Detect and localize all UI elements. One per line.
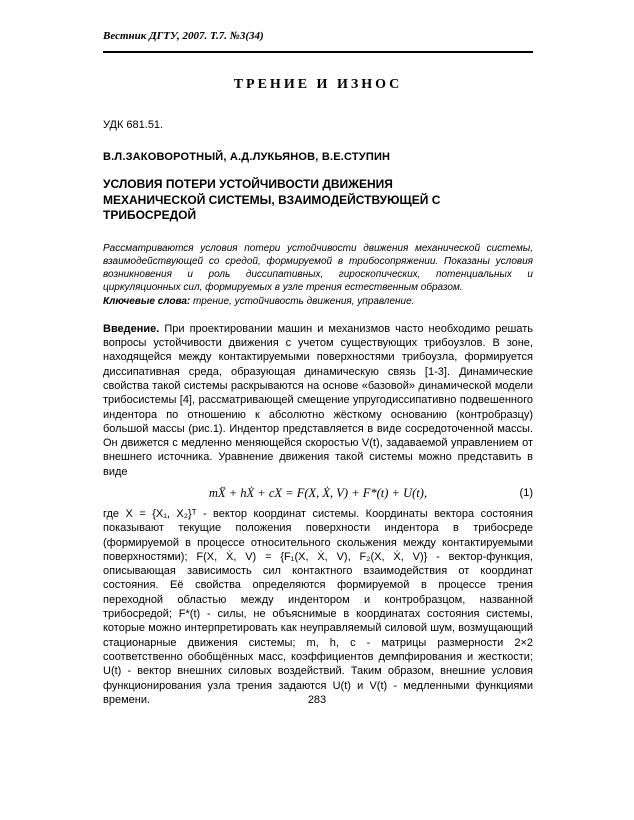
equation-1 xyxy=(103,486,533,501)
journal-header: Вестник ДГТУ, 2007. Т.7. №3(34) xyxy=(103,30,264,42)
udc-code: УДК 681.51. xyxy=(103,119,164,131)
header-rule xyxy=(103,51,533,53)
equation-number: (1) xyxy=(519,486,533,499)
keywords-text: трение, устойчивость движения, управление. xyxy=(190,295,415,307)
article-title: УСЛОВИЯ ПОТЕРИ УСТОЙЧИВОСТИ ДВИЖЕНИЯ МЕХАНИЧЕСКОЙ СИСТЕМЫ, ВЗАИМОДЕЙСТВУЮЩЕЙ С ТРИБОСРЕДОЙ xyxy=(103,177,441,223)
keywords-label: Ключевые слова: xyxy=(103,295,191,307)
equation-body: mẌ + hẊ + cX = F(X, Ẋ, V) + F*(t) + U(t), xyxy=(208,485,428,500)
intro-paragraph-text: При проектировании машин и механизмов часто необходимо решать вопросы устойчивости движения с учетом существующих трибоузлов. В зоне, находящейся между контактируемыми поверхностями трибоузла, формируется диссипативная среда, образующая динамическую связь [1-3]. Динамические свойства такой системы раскрываются на основе «базовой» динамической модели трибосистемы [4], рассматривающей смещение упругодиссипативно подвешенного индентора по отношению к абсолютно жёсткому основанию (контробразцу) большой массы (рис.1). Индентор представляется в виде сосредоточенной массы. Он движется с медленно меняющейся скоростью V(t), задаваемой управлением от внешнего источника. Уравнение движения такой системы можно представить в виде xyxy=(103,322,533,478)
page-number: 283 xyxy=(307,694,327,706)
section-title: ТРЕНИЕ И ИЗНОС xyxy=(233,77,403,92)
authors-line: В.Л.ЗАКОВОРОТНЫЙ, А.Д.ЛУКЬЯНОВ, В.Е.СТУПИН xyxy=(103,151,391,163)
body-paragraph-2: где X = {X₁, X₂}ᵀ - вектор координат системы. Координаты вектора состояния показывают текущие положения поверхности индентора в трибосреде (формируемой в процессе относительного скольжения между контактируемыми поверхностями); F(X, Ẋ, V) = {F₁(X, Ẋ, V), F₂(X, Ẋ, V)} - вектор-функция, описывающая зависимость сил контактного взаимодействия от координат состояния. Её свойства определяются формируемой в процессе трения переходной областью между индентором и контробразцом, названной трибосредой; F*(t) - силы, не объяснимые в координатах состояния системы, которые можно интерпретировать как неуправляемый силовой шум, возмущающий стационарные движения системы; m, h, c - матрицы размерности 2×2 соответственно обобщённых масс, коэффициентов демпфирования и жесткости; U(t) - вектор внешних силовых воздействий. Таким образом, внешние условия функционирования узла трения задаются U(t) и V(t) - медленными функциями времени. xyxy=(103,507,533,706)
keywords-line xyxy=(103,295,533,308)
intro-run-in-heading: Введение. xyxy=(103,322,160,335)
intro-paragraph xyxy=(103,322,533,479)
abstract-text: Рассматриваются условия потери устойчивости движения механической системы, взаимодействующей со средой, формируемой в трибосопряжении. Показаны условия возникновения и роль диссипативных, гироскопических, потенциальных и циркуляционных сил, формируемых в узле трения естественным образом. xyxy=(103,242,533,294)
